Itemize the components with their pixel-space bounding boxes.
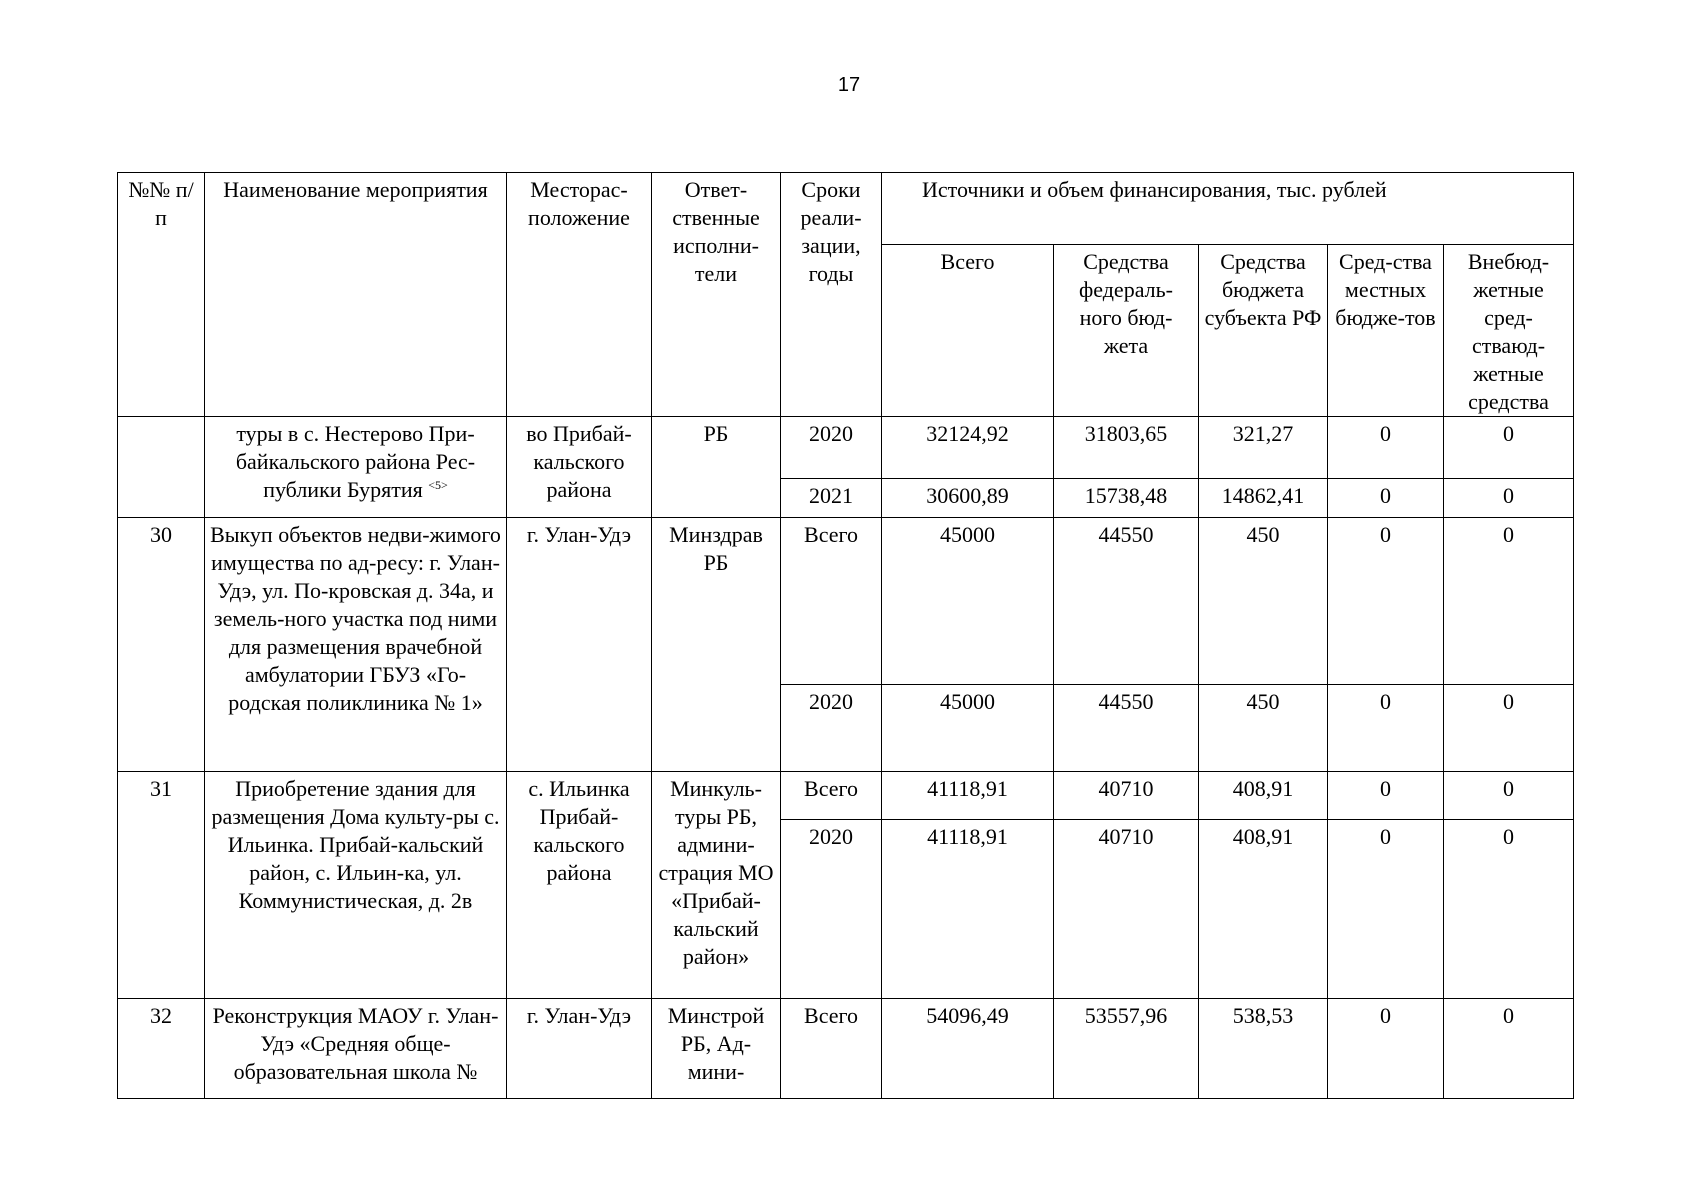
page-number: 17 [837,74,861,96]
row-period: 2020 [781,417,882,479]
cell-federal: 31803,65 [1054,417,1199,479]
row-responsible: РБ [652,417,781,518]
cell-regional: 321,27 [1199,417,1328,479]
header-funding: Источники и объем финансирования, тыс. рублей [882,173,1574,245]
row-num: 30 [118,518,205,772]
footnote-ref: <5> [428,478,448,492]
cell-total: 45000 [882,518,1054,685]
row-location: во Прибай-кальского района [507,417,652,518]
cell-regional: 538,53 [1199,999,1328,1099]
row-name: Приобретение здания для размещения Дома культу-ры с. Ильинка. Прибай-кальский район, с. Ильин-ка, ул. Коммунистическая, д. 2в [205,772,507,999]
cell-extra: 0 [1444,999,1574,1099]
cell-federal: 44550 [1054,685,1199,772]
cell-total: 41118,91 [882,772,1054,820]
header-total: Всего [882,245,1054,417]
row-period: 2021 [781,479,882,518]
cell-total: 41118,91 [882,820,1054,999]
cell-regional: 14862,41 [1199,479,1328,518]
row-period: 2020 [781,685,882,772]
cell-extra: 0 [1444,417,1574,479]
header-location: Месторас-положение [507,173,652,417]
cell-federal: 53557,96 [1054,999,1199,1099]
cell-local: 0 [1328,772,1444,820]
row-name: Реконструкция МАОУ г. Улан-Удэ «Средняя обще-образовательная школа № [205,999,507,1099]
row-location: г. Улан-Удэ [507,518,652,772]
cell-federal: 44550 [1054,518,1199,685]
row-name-text: туры в с. Нестерово При-байкальского района Рес-публики Бурятия [235,421,476,502]
header-federal: Средства федераль-ного бюд-жета [1054,245,1199,417]
cell-local: 0 [1328,999,1444,1099]
header-num: №№ п/п [118,173,205,417]
row-location: с. Ильинка Прибай-кальского района [507,772,652,999]
row-name: Выкуп объектов недви-жимого имущества по ад-ресу: г. Улан-Удэ, ул. По-кровская д. 34а, и земель-ного участка под ними для размещения врачебной амбулатории ГБУЗ «Го-родская поликлиника № 1» [205,518,507,772]
row-period: Всего [781,772,882,820]
row-name [205,417,507,518]
cell-extra: 0 [1444,479,1574,518]
cell-federal: 40710 [1054,772,1199,820]
row-responsible: Минкуль-туры РБ, админи-страция МО «Прибай-кальский район» [652,772,781,999]
cell-extra: 0 [1444,518,1574,685]
cell-regional: 408,91 [1199,772,1328,820]
cell-total: 30600,89 [882,479,1054,518]
row-responsible: Минздрав РБ [652,518,781,772]
cell-federal: 40710 [1054,820,1199,999]
row-responsible: Минстрой РБ, Ад-мини- [652,999,781,1099]
cell-local: 0 [1328,518,1444,685]
header-name: Наименование мероприятия [205,173,507,417]
cell-federal: 15738,48 [1054,479,1199,518]
row-period: Всего [781,518,882,685]
cell-regional: 408,91 [1199,820,1328,999]
cell-local: 0 [1328,417,1444,479]
cell-regional: 450 [1199,685,1328,772]
financing-table [117,172,1574,1099]
row-num: 32 [118,999,205,1099]
row-location: г. Улан-Удэ [507,999,652,1099]
cell-total: 54096,49 [882,999,1054,1099]
row-num: 31 [118,772,205,999]
header-period: Сроки реали-зации, годы [781,173,882,417]
cell-local: 0 [1328,685,1444,772]
cell-total: 45000 [882,685,1054,772]
header-extrabudget: Внебюд-жетные сред-стваюд-жетные средства [1444,245,1574,417]
header-regional: Средства бюджета субъекта РФ [1199,245,1328,417]
cell-local: 0 [1328,820,1444,999]
row-num [118,417,205,518]
cell-extra: 0 [1444,772,1574,820]
row-period: 2020 [781,820,882,999]
row-period: Всего [781,999,882,1099]
header-responsible: Ответ-ственные исполни-тели [652,173,781,417]
cell-total: 32124,92 [882,417,1054,479]
cell-extra: 0 [1444,685,1574,772]
cell-extra: 0 [1444,820,1574,999]
header-local: Сред-ства местных бюдже-тов [1328,245,1444,417]
cell-local: 0 [1328,479,1444,518]
cell-regional: 450 [1199,518,1328,685]
